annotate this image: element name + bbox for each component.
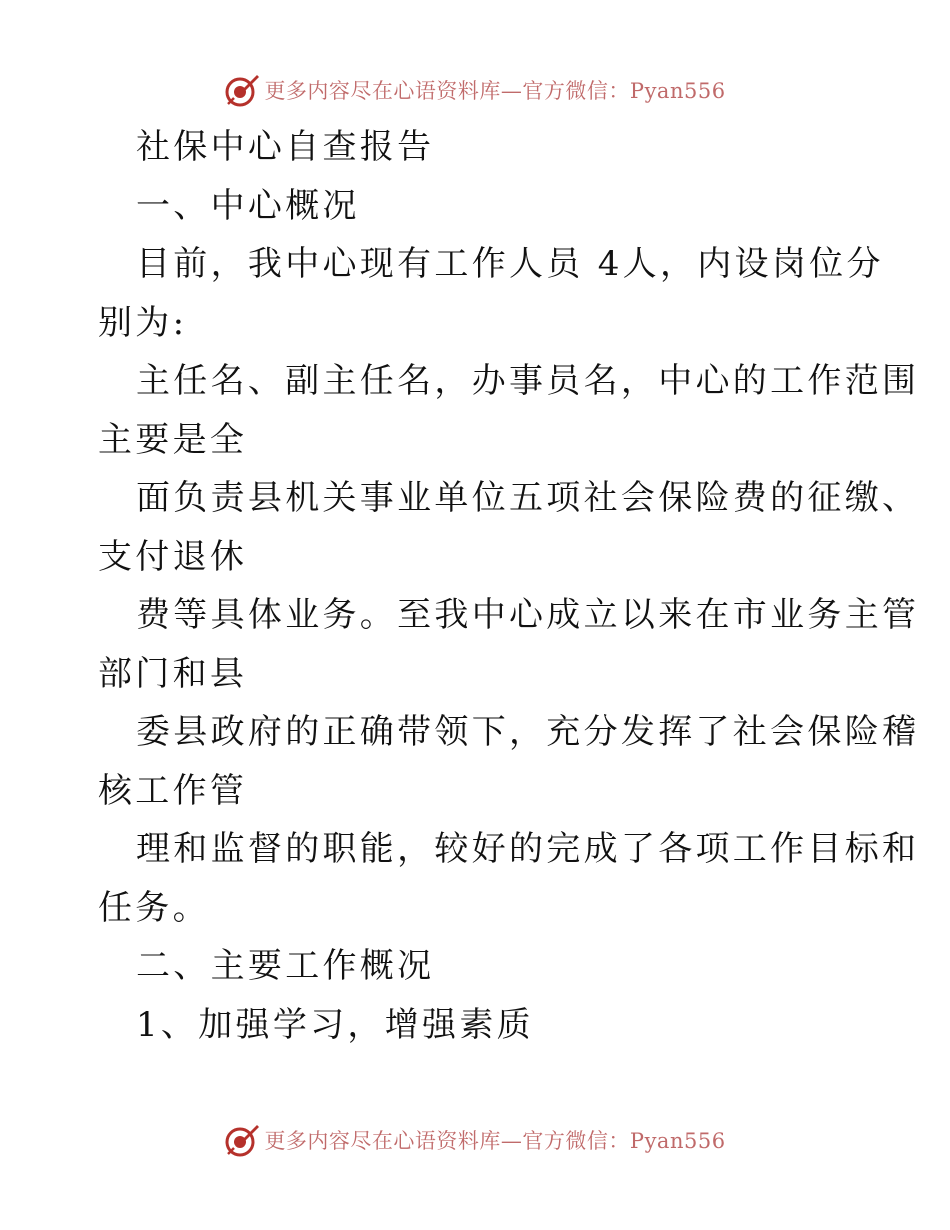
text-line: 二、主要工作概况 bbox=[136, 946, 435, 986]
header-banner-text: 更多内容尽在心语资料库—官方微信：Pyan556 bbox=[264, 79, 726, 103]
header-banner bbox=[0, 70, 950, 110]
text-line: 委县政府的正确带领下，充分发挥了社会保险稽 bbox=[136, 712, 920, 752]
text-line: 任务。 bbox=[98, 887, 210, 928]
pen-logo-icon bbox=[224, 1122, 260, 1158]
text-line: 支付退休 bbox=[98, 536, 248, 577]
report-body bbox=[98, 118, 920, 1054]
text-line: 1、加强学习，增强素质 bbox=[136, 1004, 534, 1045]
text-line: 一、中心概况 bbox=[136, 185, 360, 226]
text-line: 主任名、副主任名，办事员名，中心的工作范围 bbox=[136, 361, 920, 401]
text-line: 社保中心自查报告 bbox=[136, 127, 435, 167]
footer-banner-text: 更多内容尽在心语资料库—官方微信：Pyan556 bbox=[264, 1129, 726, 1153]
text-line: 目前，我中心现有工作人员 4人，内设岗位分 bbox=[136, 244, 884, 284]
text-line: 部门和县 bbox=[98, 653, 248, 694]
pen-logo-icon bbox=[224, 72, 260, 108]
footer-banner bbox=[0, 1120, 950, 1160]
text-line: 理和监督的职能，较好的完成了各项工作目标和 bbox=[136, 829, 920, 869]
text-line: 主要是全 bbox=[98, 419, 248, 460]
text-line: 面负责县机关事业单位五项社会保险费的征缴、 bbox=[136, 478, 920, 518]
text-line: 别为: bbox=[98, 302, 188, 343]
text-line: 费等具体业务。至我中心成立以来在市业务主管 bbox=[136, 595, 920, 635]
text-line: 核工作管 bbox=[98, 770, 248, 811]
